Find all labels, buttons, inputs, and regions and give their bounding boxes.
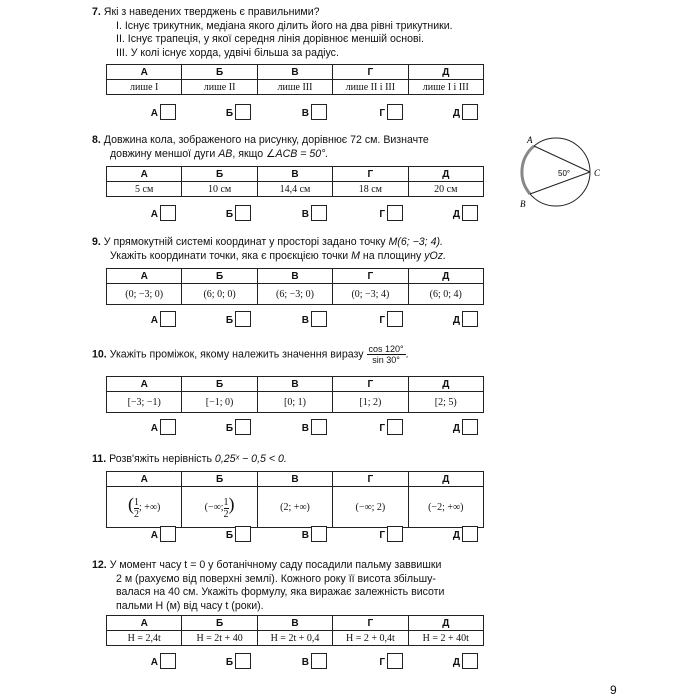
answer-boxes-12: А Б В Г Д bbox=[106, 653, 484, 671]
option-header: Б bbox=[182, 377, 257, 392]
option-header: Г bbox=[333, 65, 408, 80]
checkbox[interactable] bbox=[462, 419, 478, 435]
checkbox[interactable] bbox=[160, 419, 176, 435]
answer-boxes-10: А Б В Г Д bbox=[106, 419, 484, 437]
checkbox[interactable] bbox=[235, 419, 251, 435]
checkbox[interactable] bbox=[311, 205, 327, 221]
option-value: H = 2 + 40t bbox=[408, 631, 483, 646]
option-value: лише І bbox=[107, 80, 182, 95]
option-header: А bbox=[107, 65, 182, 80]
option-value: лише ІІІ bbox=[257, 80, 332, 95]
point-label-a: A bbox=[527, 135, 533, 145]
option-value: [2; 5) bbox=[408, 392, 483, 413]
statement-3: III. У колі існує хорда, удвічі більша за радіус. bbox=[116, 46, 339, 59]
option-header: А bbox=[107, 616, 182, 631]
checkbox[interactable] bbox=[311, 526, 327, 542]
option-header: Д bbox=[408, 377, 483, 392]
option-value: [−3; −1) bbox=[107, 392, 182, 413]
option-header: В bbox=[257, 472, 332, 487]
option-header: Г bbox=[333, 167, 408, 182]
option-header: Г bbox=[333, 377, 408, 392]
answer-table-9 bbox=[106, 268, 484, 305]
option-value: лише ІІ bbox=[182, 80, 257, 95]
option-header: В bbox=[257, 167, 332, 182]
answer-table-8 bbox=[106, 166, 484, 197]
option-value: (−∞; $\frac{1}{2}$ ) bbox=[182, 487, 257, 528]
checkbox[interactable] bbox=[462, 311, 478, 327]
option-value: 5 см bbox=[107, 182, 182, 197]
checkbox[interactable] bbox=[387, 419, 403, 435]
option-header: Б bbox=[182, 65, 257, 80]
checkbox[interactable] bbox=[235, 526, 251, 542]
answer-boxes-11: А Б В Г Д bbox=[106, 526, 484, 544]
option-header: Б bbox=[182, 616, 257, 631]
option-value: (−2; +∞) bbox=[408, 487, 483, 528]
checkbox[interactable] bbox=[311, 104, 327, 120]
question-number: 10. bbox=[92, 348, 107, 361]
option-header: Д bbox=[408, 616, 483, 631]
option-value: ( $\frac{1}{2}$ ; +∞) bbox=[107, 487, 182, 528]
option-header: Б bbox=[182, 269, 257, 284]
page-number: 9 bbox=[610, 683, 617, 697]
checkbox[interactable] bbox=[462, 653, 478, 669]
question-number: 7. bbox=[92, 6, 101, 18]
option-header: Д bbox=[408, 472, 483, 487]
checkbox[interactable] bbox=[235, 205, 251, 221]
question-number: 8. bbox=[92, 134, 101, 146]
option-value: 20 см bbox=[408, 182, 483, 197]
expression-fraction: $\frac{\cos 120^\circ}{\sin 30^\circ}$ bbox=[368, 344, 404, 365]
option-value: H = 2 + 0,4t bbox=[333, 631, 408, 646]
option-value: (0; −3; 0) bbox=[107, 284, 182, 305]
option-value: (2; +∞) bbox=[257, 487, 332, 528]
checkbox[interactable] bbox=[160, 205, 176, 221]
option-header: В bbox=[257, 377, 332, 392]
question-10: 10. Укажіть проміжок, якому належить значення виразу $\frac{\cos 120^\circ}{\sin 30^\circ}$ . bbox=[92, 344, 409, 365]
option-value: (0; −3; 4) bbox=[333, 284, 408, 305]
option-value: лише І і ІІІ bbox=[408, 80, 483, 95]
option-value: [−1; 0) bbox=[182, 392, 257, 413]
checkbox[interactable] bbox=[235, 311, 251, 327]
answer-table-10 bbox=[106, 376, 484, 413]
option-header: Г bbox=[333, 269, 408, 284]
checkbox[interactable] bbox=[235, 104, 251, 120]
option-value: лише ІІ і ІІІ bbox=[333, 80, 408, 95]
option-value: H = 2t + 40 bbox=[182, 631, 257, 646]
option-value: 14,4 см bbox=[257, 182, 332, 197]
answer-table-11 bbox=[106, 471, 484, 528]
checkbox[interactable] bbox=[387, 104, 403, 120]
option-value: [1; 2) bbox=[333, 392, 408, 413]
option-header: Г bbox=[333, 472, 408, 487]
checkbox[interactable] bbox=[311, 311, 327, 327]
angle-label: 50° bbox=[558, 169, 571, 178]
checkbox[interactable] bbox=[160, 653, 176, 669]
option-value: H = 2,4t bbox=[107, 631, 182, 646]
option-header: Д bbox=[408, 65, 483, 80]
checkbox[interactable] bbox=[160, 526, 176, 542]
option-header: Д bbox=[408, 269, 483, 284]
point-label-c: C bbox=[594, 168, 601, 178]
option-header: А bbox=[107, 167, 182, 182]
option-value: (6; −3; 0) bbox=[257, 284, 332, 305]
question-7 bbox=[92, 6, 484, 60]
answer-boxes-9: А Б В Г Д bbox=[106, 311, 484, 329]
answer-boxes-7: А Б В Г Д bbox=[106, 104, 484, 122]
question-9: 9. У прямокутній системі координат у просторі задано точку M(6; −3; 4). Укажіть координати точки, яка є проєкцією точки M на площину yOz. bbox=[92, 236, 447, 262]
option-header: В bbox=[257, 65, 332, 80]
option-header: А bbox=[107, 269, 182, 284]
circle-figure bbox=[508, 130, 604, 214]
option-value: 10 см bbox=[182, 182, 257, 197]
answer-table-12 bbox=[106, 615, 484, 646]
checkbox[interactable] bbox=[387, 526, 403, 542]
question-text: Які з наведених тверджень є правильними? bbox=[103, 6, 320, 18]
answer-table-7 bbox=[106, 64, 484, 95]
fraction: $\frac{1}{2}$ bbox=[134, 496, 139, 520]
checkbox[interactable] bbox=[387, 311, 403, 327]
question-12: 12. У момент часу t = 0 у ботанічному саду посадили пальму заввишки 2 м (рахуємо від поверхні землі). Кожного року її висота збільшу- валася на 40 см. Укажіть формулу, яка виражає залежність висоти пальми H (м) від часу t (роки). bbox=[92, 559, 445, 612]
option-header: Г bbox=[333, 616, 408, 631]
fraction: $\frac{1}{2}$ bbox=[223, 496, 229, 520]
checkbox[interactable] bbox=[311, 653, 327, 669]
checkbox[interactable] bbox=[387, 653, 403, 669]
question-number: 12. bbox=[92, 559, 107, 571]
checkbox[interactable] bbox=[311, 419, 327, 435]
checkbox[interactable] bbox=[160, 311, 176, 327]
option-value: [0; 1) bbox=[257, 392, 332, 413]
option-header: А bbox=[107, 472, 182, 487]
question-8: 8. Довжина кола, зображеного на рисунку, дорівнює 72 см. Визначте довжину меншої дуги AB, якщо ∠ACB = 50°. bbox=[92, 134, 429, 160]
option-header: А bbox=[107, 377, 182, 392]
option-header: Д bbox=[408, 167, 483, 182]
option-value: (−∞; 2) bbox=[333, 487, 408, 528]
checkbox[interactable] bbox=[462, 526, 478, 542]
question-number: 9. bbox=[92, 236, 101, 248]
checkbox[interactable] bbox=[462, 104, 478, 120]
point-label-b: B bbox=[520, 199, 526, 209]
checkbox[interactable] bbox=[235, 653, 251, 669]
checkbox[interactable] bbox=[160, 104, 176, 120]
question-number: 11. bbox=[92, 453, 107, 465]
option-header: В bbox=[257, 616, 332, 631]
option-value: 18 см bbox=[333, 182, 408, 197]
statement-2: II. Існує трапеція, у якої середня лінія дорівнює меншій основі. bbox=[116, 33, 424, 46]
option-value: H = 2t + 0,4 bbox=[257, 631, 332, 646]
answer-boxes-8: А Б В Г Д bbox=[106, 205, 484, 223]
option-value: (6; 0; 4) bbox=[408, 284, 483, 305]
statement-1: I. Існує трикутник, медіана якого ділить його на два рівні трикутники. bbox=[116, 19, 453, 32]
option-value: (6; 0; 0) bbox=[182, 284, 257, 305]
checkbox[interactable] bbox=[462, 205, 478, 221]
option-header: Б bbox=[182, 472, 257, 487]
option-header: Б bbox=[182, 167, 257, 182]
checkbox[interactable] bbox=[387, 205, 403, 221]
question-11: 11. Розв'яжіть нерівність 0,25ˣ − 0,5 < 0. bbox=[92, 453, 287, 465]
option-header: В bbox=[257, 269, 332, 284]
